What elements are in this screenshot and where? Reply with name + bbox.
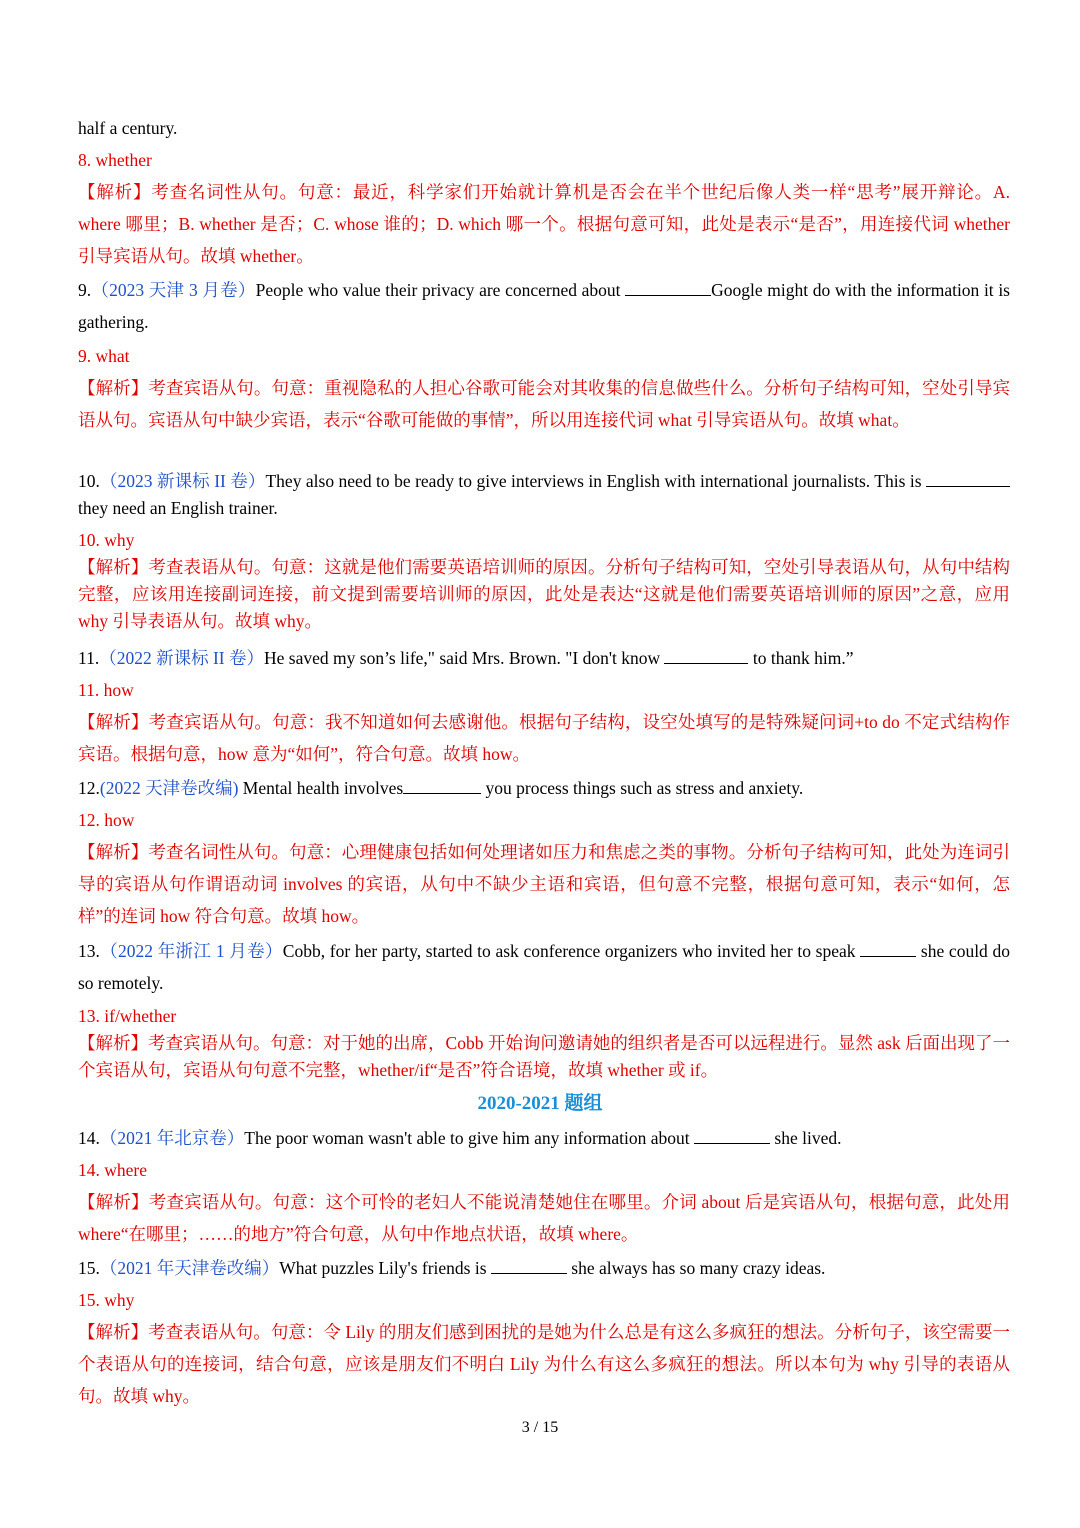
analysis-15: 【解析】考查表语从句。句意：令 Lily 的朋友们感到困扰的是她为什么总是有这么多疯狂的想法。分析句子，该空需要一个表语从句的连接词，结合句意，应该是朋友们不明白 Lily 为什么有这么多疯狂的想法。所以本句为 why 引导的表语从句。故填 why。: [78, 1322, 1010, 1406]
question-text-before: Cobb, for her party, started to ask conference organizers who invited her to speak: [282, 941, 861, 961]
question-number: 9.: [78, 280, 92, 300]
analysis-10: 【解析】考查表语从句。句意：这就是他们需要英语培训师的原因。分析句子结构可知，空处引导表语从句，从句中结构完整，应该用连接副词连接，前文提到需要培训师的原因，此处是表达“这就是他们需要英语培训师的原因”之意，应用 why 引导表语从句。故填 why。: [78, 557, 1010, 631]
answer-blank: [694, 1125, 770, 1144]
answer-15: 15. why: [78, 1290, 135, 1310]
answer-blank: [664, 645, 748, 664]
analysis-14: 【解析】考查宾语从句。句意：这个可怜的老妇人不能说清楚她住在哪里。介词 about 后是宾语从句，根据句意，此处用 where“在哪里；……的地方”符合句意，从句中作地点状语，故填 where。: [78, 1192, 1010, 1244]
answer-9: 9. what: [78, 346, 130, 366]
question-text-after: they need an English trainer.: [78, 498, 278, 518]
continued-line: half a century.: [78, 118, 178, 138]
page-number: 3 / 15: [521, 1419, 559, 1436]
question-source: （2021 年天津卷改编）: [99, 1258, 280, 1278]
question-number: 15.: [78, 1258, 100, 1278]
question-14: [78, 1122, 1010, 1154]
answer-12: 12. how: [78, 810, 135, 830]
answer-10: 10. why: [78, 530, 135, 550]
question-text-after: she could do so remotely.: [78, 941, 1010, 993]
answer-blank: [860, 938, 916, 957]
question-text-before: What puzzles Lily's friends is: [279, 1258, 491, 1278]
question-source: （2022 新课标 II 卷）: [99, 648, 265, 668]
answer-14: 14. where: [78, 1160, 148, 1180]
question-12: [78, 772, 1010, 804]
question-source: （2021 年北京卷）: [99, 1128, 245, 1148]
analysis-13: 【解析】考查宾语从句。句意：对于她的出席，Cobb 开始询问邀请她的组织者是否可以远程进行。显然 ask 后面出现了一个宾语从句，宾语从句句意不完整，whether/if“是否”符合语境，故填 whether 或 if。: [78, 1033, 1010, 1080]
answer-blank: [926, 468, 1010, 487]
question-text-after: she lived.: [770, 1128, 842, 1148]
answer-13: 13. if/whether: [78, 1006, 177, 1026]
question-text-before: Mental health involves: [238, 778, 404, 798]
answer-blank: [491, 1255, 567, 1274]
analysis-8: 【解析】考查名词性从句。句意：最近，科学家们开始就计算机是否会在半个世纪后像人类一样“思考”展开辩论。A. where 哪里；B. whether 是否；C. whose 谁的；D. which 哪一个。根据句意可知，此处是表示“是否”，用连接代词 whether 引导宾语从句。故填 whether。: [78, 182, 1010, 266]
analysis-9: 【解析】考查宾语从句。句意：重视隐私的人担心谷歌可能会对其收集的信息做些什么。分析句子结构可知，空处引导宾语从句。宾语从句中缺少宾语，表示“谷歌可能做的事情”，所以用连接代词 what 引导宾语从句。故填 what。: [78, 378, 1010, 430]
question-text-after: you process things such as stress and anxiety.: [481, 778, 804, 798]
question-source: （2022 年浙江 1 月卷）: [99, 941, 283, 961]
analysis-11: 【解析】考查宾语从句。句意：我不知道如何去感谢他。根据句子结构，设空处填写的是特殊疑问词+to do 不定式结构作宾语。根据句意，how 意为“如何”，符合句意。故填 how。: [78, 712, 1010, 764]
question-text-before: They also need to be ready to give interviews in English with international journalists. This is: [265, 471, 926, 491]
question-11: [78, 642, 1010, 674]
question-number: 10.: [78, 471, 100, 491]
question-13: [78, 935, 1010, 999]
question-number: 14.: [78, 1128, 100, 1148]
question-text-after: Google might do with the information it is gathering.: [78, 280, 1010, 332]
question-source: （2023 天津 3 月卷）: [91, 280, 256, 300]
question-10: [78, 468, 1010, 522]
answer-blank: [403, 775, 481, 794]
question-text-after: to thank him.”: [748, 648, 854, 668]
question-text-before: He saved my son’s life," said Mrs. Brown. "I don't know: [264, 648, 665, 668]
question-number: 13.: [78, 941, 100, 961]
question-15: [78, 1252, 1010, 1284]
question-text-before: People who value their privacy are concerned about: [255, 280, 626, 300]
answer-8: 8. whether: [78, 150, 152, 170]
section-title: 2020-2021 题组: [477, 1093, 603, 1114]
question-text-before: The poor woman wasn't able to give him any information about: [244, 1128, 695, 1148]
question-9: [78, 274, 1010, 338]
answer-11: 11. how: [78, 680, 134, 700]
question-source: (2022 天津卷改编): [99, 778, 239, 798]
question-source: （2023 新课标 II 卷）: [99, 471, 266, 491]
answer-blank: [625, 277, 711, 296]
analysis-12: 【解析】考查名词性从句。句意：心理健康包括如何处理诸如压力和焦虑之类的事物。分析句子结构可知，此处为连词引导的宾语从句作谓语动词 involves 的宾语，从句中不缺少主语和宾语，但句意不完整，根据句意可知，表示“如何，怎样”的连词 how 符合句意。故填 how。: [78, 842, 1010, 926]
question-number: 12.: [78, 778, 100, 798]
question-number: 11.: [78, 648, 100, 668]
question-text-after: she always has so many crazy ideas.: [566, 1258, 826, 1278]
